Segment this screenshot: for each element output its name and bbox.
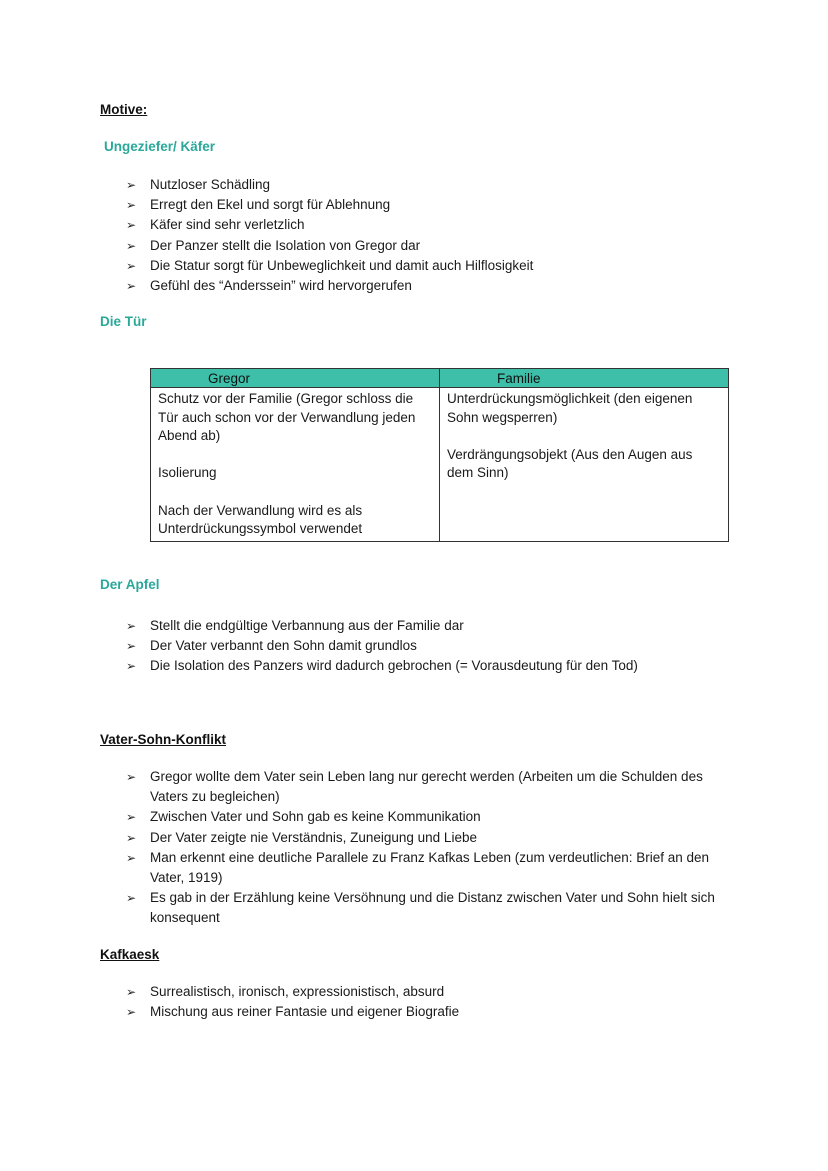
table-cell-gregor [151, 388, 440, 542]
arrow-bullet-icon: ➢ [126, 770, 137, 784]
list-item: ➢ Es gab in der Erzählung keine Versöhnung und die Distanz zwischen Vater und Sohn hielt sich konsequent [126, 890, 715, 926]
vater-sohn-list [126, 767, 736, 929]
arrow-bullet-icon: ➢ [126, 1005, 137, 1020]
list-item: ➢ Erregt den Ekel und sorgt für Ablehnung [126, 195, 746, 215]
table-cell-familie [440, 388, 729, 542]
section-kafkaesk-title: Kafkaesk [100, 947, 160, 962]
list-item: ➢ Zwischen Vater und Sohn gab es keine Kommunikation [126, 807, 736, 827]
list-item: ➢ Der Vater verbannt den Sohn damit grundlos [126, 636, 746, 656]
list-item: ➢ Man erkennt eine deutliche Parallele zu Franz Kafkas Leben (zum verdeutlichen: Brief an den Vater, 1919) [126, 849, 710, 886]
cell-text: Verdrängungsobjekt (Aus den Augen aus dem Sinn) [447, 446, 693, 481]
list-item: ➢ Mischung aus reiner Fantasie und eigener Biografie [126, 1002, 746, 1022]
arrow-bullet-icon: ➢ [126, 218, 137, 233]
section-apfel-title: Der Apfel [100, 577, 160, 592]
arrow-bullet-icon: ➢ [126, 619, 137, 633]
list-item: ➢ Nutzloser Schädling [126, 175, 746, 195]
kafkaesk-list [126, 982, 746, 1022]
arrow-bullet-icon: ➢ [126, 198, 137, 213]
arrow-bullet-icon: ➢ [126, 178, 137, 192]
list-item: ➢ Surrealistisch, ironisch, expressionistisch, absurd [126, 982, 746, 1002]
arrow-bullet-icon: ➢ [126, 850, 137, 865]
ungeziefer-list [126, 175, 746, 296]
arrow-bullet-icon: ➢ [126, 279, 137, 294]
arrow-bullet-icon: ➢ [126, 238, 137, 253]
list-item: ➢ Der Panzer stellt die Isolation von Gregor dar [126, 236, 746, 256]
table-header-gregor: Gregor [151, 369, 440, 388]
arrow-bullet-icon: ➢ [126, 810, 137, 825]
section-tuer-title: Die Tür [100, 314, 147, 329]
cell-text: Schutz vor der Familie (Gregor schloss die Tür auch schon vor der Verwandlung jeden Abend ab) [158, 391, 416, 444]
cell-text: Unterdrückungsmöglichkeit (den eigenen Sohn wegsperren) [447, 391, 693, 425]
tuer-table [150, 368, 729, 542]
list-item: ➢ Der Vater zeigte nie Verständnis, Zuneigung und Liebe [126, 828, 736, 848]
list-item: ➢ Die Statur sorgt für Unbeweglichkeit und damit auch Hilflosigkeit [126, 256, 746, 276]
arrow-bullet-icon: ➢ [126, 891, 137, 906]
list-item: ➢ Gregor wollte dem Vater sein Leben lang nur gerecht werden (Arbeiten um die Schulden des Vaters zu begleichen) [126, 769, 703, 805]
arrow-bullet-icon: ➢ [126, 830, 137, 845]
section-ungeziefer-title: Ungeziefer/ Käfer [104, 139, 216, 154]
motive-heading: Motive: [100, 102, 148, 117]
arrow-bullet-icon: ➢ [126, 639, 137, 654]
cell-text: Isolierung [158, 465, 217, 481]
list-item: ➢ Käfer sind sehr verletzlich [126, 215, 746, 235]
list-item: ➢ Stellt die endgültige Verbannung aus der Familie dar [126, 616, 746, 636]
apfel-list [126, 616, 746, 677]
list-item: ➢ Gefühl des “Anderssein” wird hervorgerufen [126, 276, 746, 296]
arrow-bullet-icon: ➢ [126, 659, 137, 674]
arrow-bullet-icon: ➢ [126, 258, 137, 273]
list-item: ➢ Die Isolation des Panzers wird dadurch gebrochen (= Vorausdeutung für den Tod) [126, 656, 746, 676]
table-header-familie: Familie [440, 369, 729, 388]
cell-text: Nach der Verwandlung wird es als Unterdrückungssymbol verwendet [158, 502, 363, 537]
section-vater-sohn-title: Vater-Sohn-Konflikt [100, 732, 227, 747]
arrow-bullet-icon: ➢ [126, 985, 137, 999]
